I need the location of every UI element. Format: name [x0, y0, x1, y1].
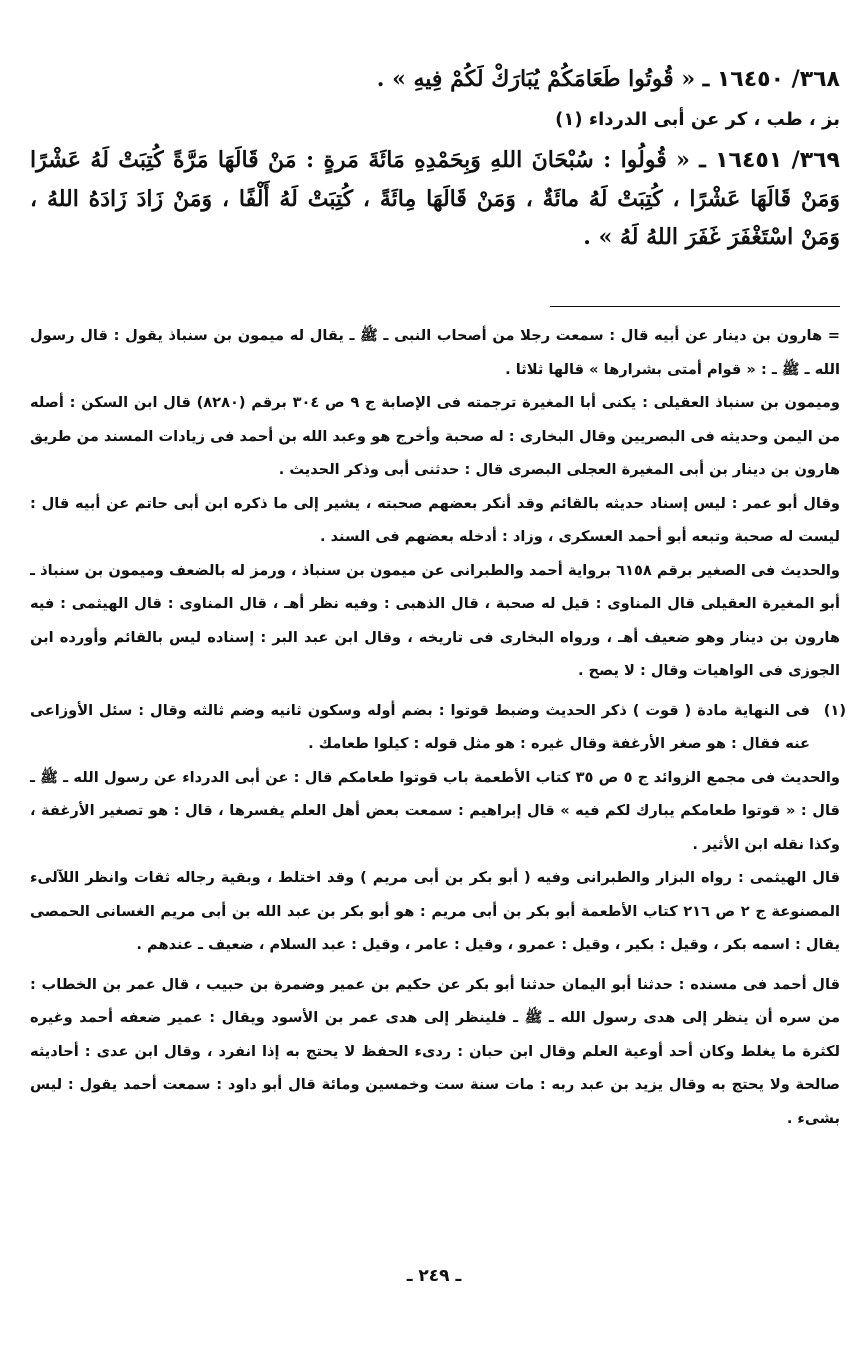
hadith-entry	[30, 60, 840, 99]
footnote-marker: (١)	[823, 701, 846, 719]
footnote-paragraph: والحديث فى مجمع الزوائد ج ٥ ص ٣٥ كتاب الأطعمة باب قوتوا طعامكم قال : عن أبى الدرداء عن رسول الله ـ ﷺ ـ قال : « قوتوا طعامكم يبارك لكم فيه » قال إبراهيم : سمعت بعض أهل العلم يفسرها ، قال : هو تصغير الأرغفة ، وكذا نقله ابن الأثير .	[30, 768, 840, 853]
page-number: ـ ٢٤٩ ـ	[406, 1266, 462, 1286]
note-paragraph: والحديث فى الصغير برقم ٦١٥٨ برواية أحمد والطبرانى عن ميمون بن سنباذ ، ورمز له بالضعف وميمون بن سنباذ ـ أبو المغيرة العقيلى قال المناوى : قيل له صحبة ، قال الذهبى : وفيه نظر أهـ ، قال المناوى : قال الهيثمى : فيه هارون بن دينار وهو ضعيف أهـ ، ورواه البخارى فى تاريخه ، وقال ابن عبد البر : إسناده ليس بالقائم وأورده ابن الجوزى فى الواهيات وقال : لا يصح .	[30, 561, 840, 679]
footnote-paragraph: قال أحمد فى مسنده : حدثنا أبو اليمان حدثنا أبو بكر عن حكيم بن عمير وضمرة بن حبيب ، قال عمر بن الخطاب : من سره أن ينظر إلى هدى رسول الله ـ ﷺ ـ فلينظر إلى هدى عمر بن الأسود ويقال : عمير ضعفه أحمد وغيره لكثرة ما يغلط وكان أحد أوعية العلم وقال ابن حبان : ردىء الحفظ لا يحتج به إذا انفرد ، وقال ابن عدى : أحاديثه صالحة ولا يحتج به وقال يزيد بن عبد ربه : مات سنة ست وخمسين ومائة قال أبو داود : سمعت أحمد يقول : ليس بشىء .	[30, 975, 840, 1127]
footnote-separator	[550, 306, 840, 307]
hadith-entry	[30, 141, 840, 256]
footnote-paragraph: قال الهيثمى : رواه البزار والطبرانى وفيه ( أبو بكر بن أبى مريم ) وقد اختلط ، وبقية رجاله ثقات وانظر اللآلىء المصنوعة ج ٢ ص ٢١٦ كتاب الأطعمة أبو بكر بن أبى مريم : هو أبو بكر بن عبد الله بن أبى مريم الغسانى الحمصى يقال : اسمه بكر ، وقيل : بكير ، وقيل : عمرو ، وقيل : عامر ، وقيل : عبد السلام ، ضعيف ـ عندهم .	[30, 869, 841, 953]
footnote-paragraph	[30, 694, 846, 761]
note-paragraph: = هارون بن دينار عن أبيه قال : سمعت رجلا من أصحاب النبى ـ ﷺ ـ يقال له ميمون بن سنباذ يقول : قال رسول الله ـ ﷺ ـ : « قوام أمتى بشرارها » قالها ثلاثا .	[30, 327, 840, 378]
hadith-number: ٣٦٩/ ١٦٤٥١	[715, 148, 840, 173]
hadith-text: ـ « قُوتُوا طَعَامَكُمْ يُبَارَكْ لَكُمْ فِيهِ » .	[376, 66, 710, 92]
note-paragraph: وقال أبو عمر : ليس إسناد حديثه بالقائم وقد أنكر بعضهم صحبته ، يشير إلى ما ذكره ابن أبى حاتم عن أبيه قال : ليست له صحبة وتبعه أبو أحمد العسكرى ، وزاد : أدخله بعضهم فى السند .	[30, 494, 840, 545]
footnote-text: فى النهاية مادة ( قوت ) ذكر الحديث وضبط قوتوا : بضم أوله وسكون ثانيه وضم ثالثه وقال : سئل الأوزاعى عنه فقال : هو صغر الأرغفة وقال غيره : هو مثل قوله : كيلوا طعامك .	[30, 701, 810, 752]
hadith-number: ٣٦٨/ ١٦٤٥٠	[716, 67, 840, 92]
book-page	[30, 60, 846, 1135]
hadith-text: ـ « قُولُوا : سُبْحَانَ اللهِ وَبِحَمْدِهِ مَائَةَ مَرةٍ : مَنْ قَالَهَا مَرَّةً كُتِبَتْ لَهُ عَشْرًا وَمَنْ قَالَهَا عَشْرًا ، كُتِبَتْ لَهُ مائَةٌ ، وَمَنْ قَالَهَا مِائَةً ، كُتِبَتْ لَهُ أَلْفًا ، وَمَنْ زَادَ زَادَهُ اللهُ ، وَمَنْ اسْتَغْفَرَ غَفَرَ اللهُ لَهُ » .	[30, 147, 840, 250]
source-reference: بز ، طب ، كر عن أبى الدرداء (١)	[555, 109, 840, 130]
note-paragraph: وميمون بن سنباذ العقيلى : يكنى أبا المغيرة ترجمته فى الإصابة ج ٩ ص ٣٠٤ برقم (٨٢٨٠) قال ابن السكن : أصله من اليمن وحديثه فى البصريين وقال البخارى : له صحبة وأخرج هو وعبد الله بن أحمد فى زيادات المسند من طريق هارون بن دينار بن أبى المغيرة العجلى البصرى قال : حدثنى أبى وذكر الحديث .	[30, 394, 841, 478]
